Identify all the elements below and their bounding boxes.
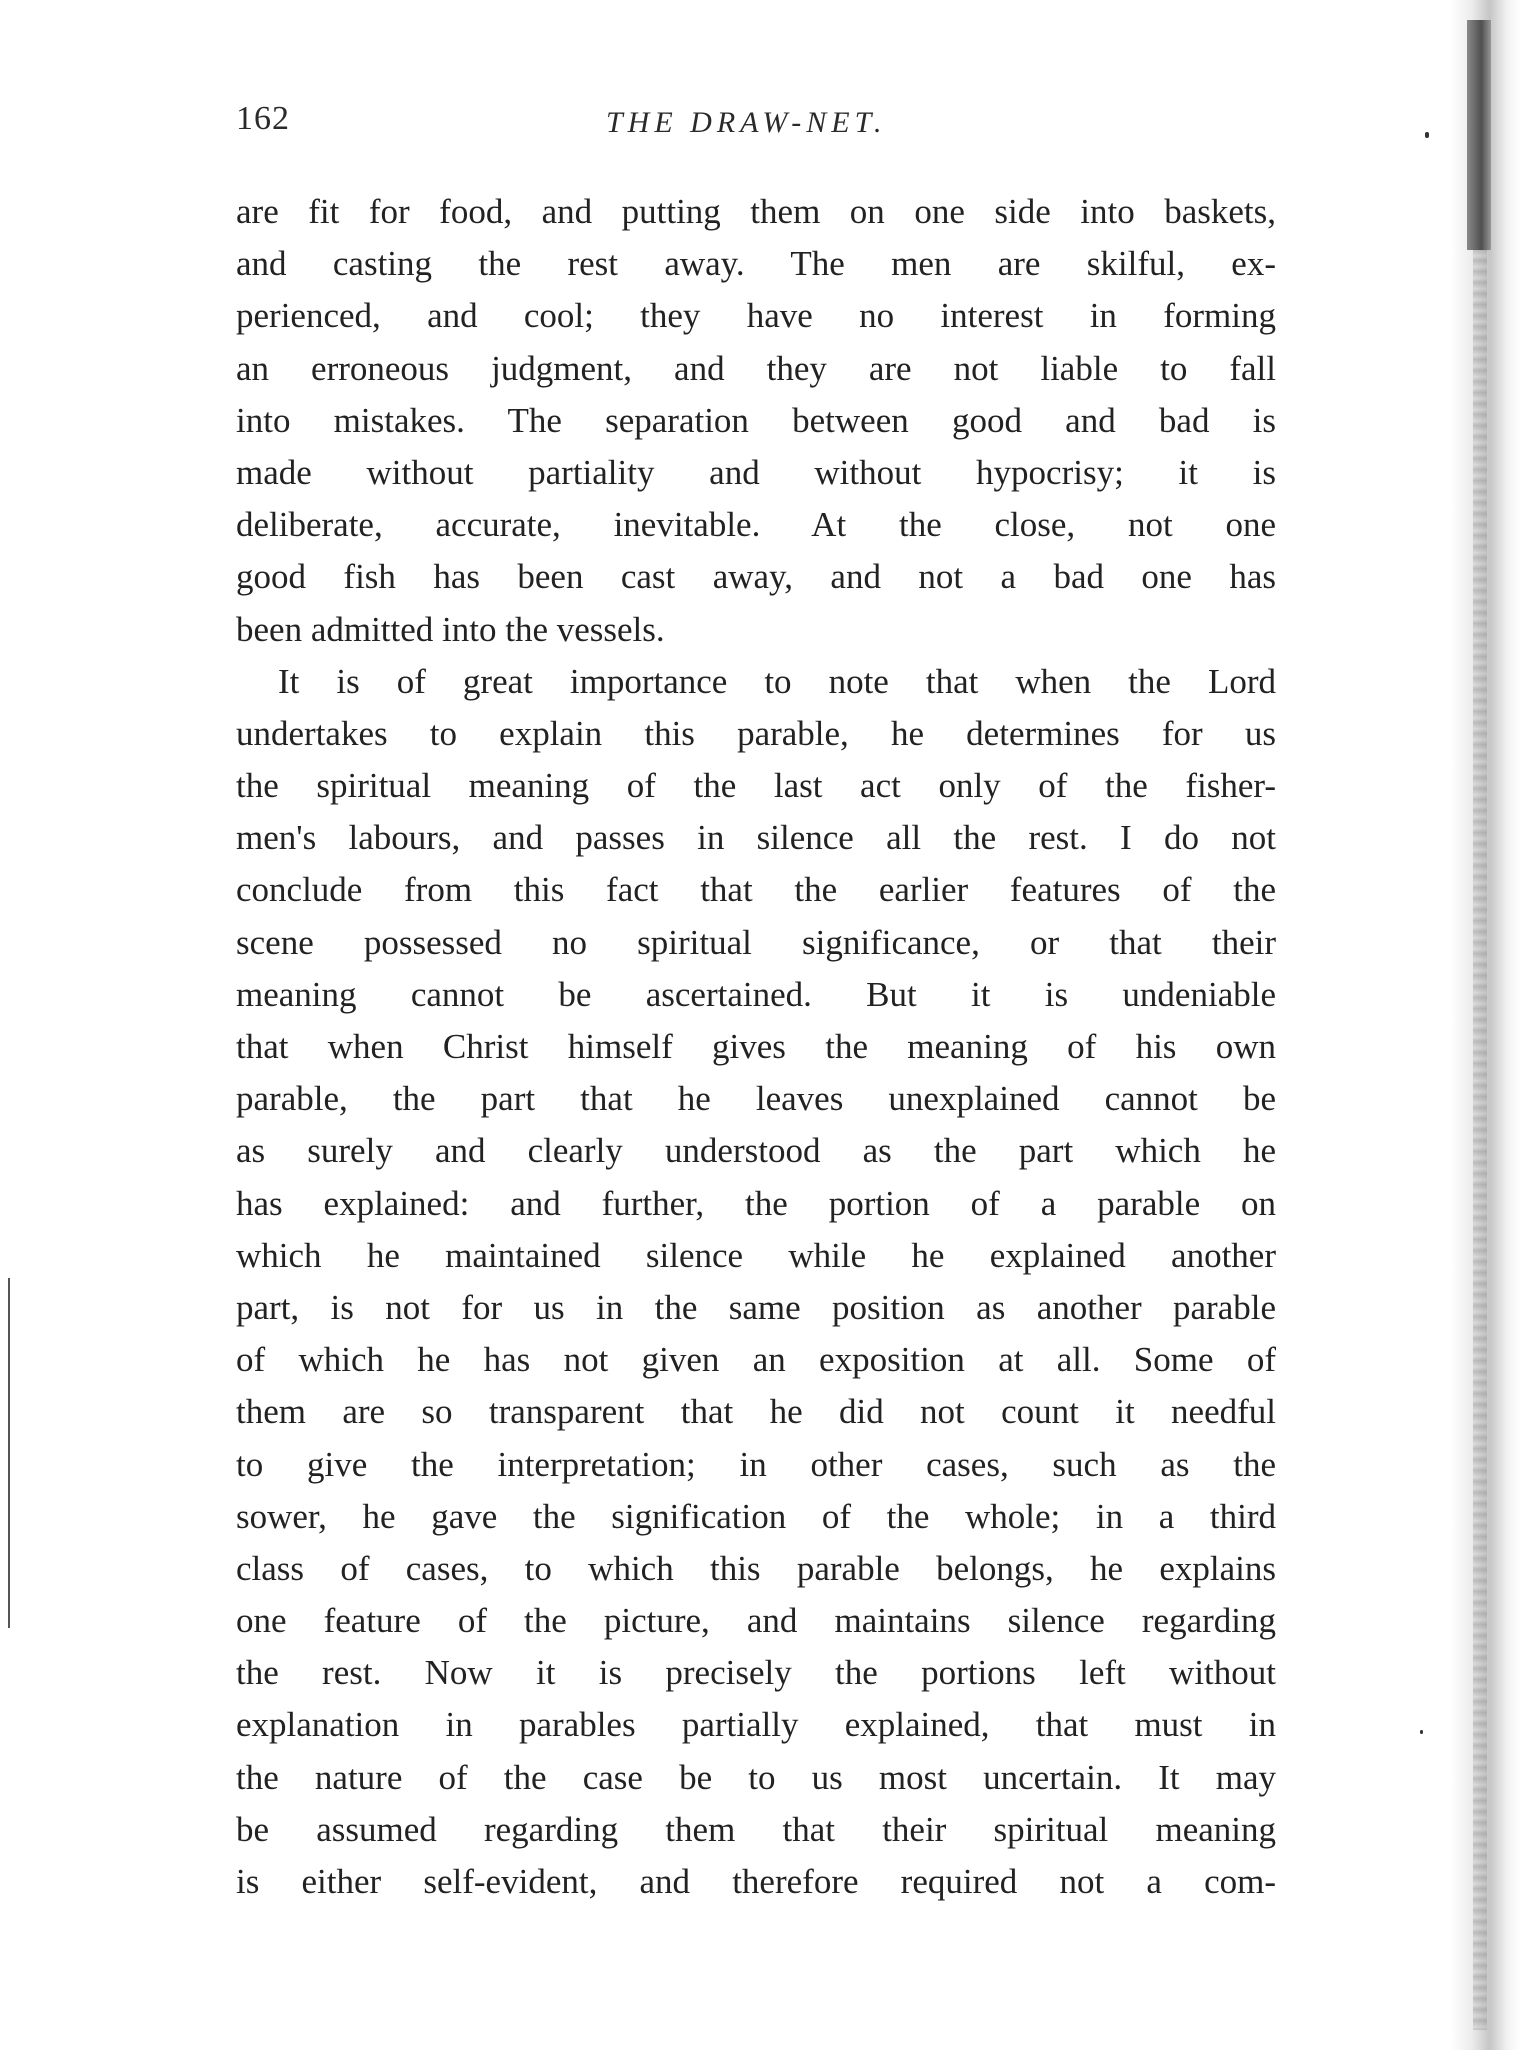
- binding-edge-dark: [1467, 20, 1491, 250]
- text-line: men's labours, and passes in silence all the rest. I do not: [236, 818, 1276, 858]
- text-line: that when Christ himself gives the meaning of his own: [236, 1027, 1276, 1066]
- text-line: them are so transparent that he did not count it needful: [236, 1392, 1276, 1432]
- text-line: conclude from this fact that the earlier features of the: [236, 870, 1276, 910]
- text-line: the spiritual meaning of the last act only of the fisher-: [236, 766, 1276, 806]
- text-line: class of cases, to which this parable belongs, he explains: [236, 1548, 1276, 1588]
- running-head: [236, 100, 1276, 150]
- text-line: into mistakes. The separation between good and bad is: [236, 400, 1276, 440]
- text-line: deliberate, accurate, inevitable. At the close, not one: [236, 505, 1276, 545]
- text-line: one feature of the picture, and maintains silence regarding: [236, 1601, 1276, 1641]
- text-line: as surely and clearly understood as the part which he: [236, 1131, 1276, 1171]
- text-line: parable, the part that he leaves unexplained cannot be: [236, 1079, 1276, 1119]
- paragraph-end-line: been admitted into the vessels.: [236, 609, 665, 649]
- text-line: scene possessed no spiritual significance, or that their: [236, 922, 1276, 962]
- running-title: THE DRAW-NET.: [606, 106, 887, 139]
- scan-margin-line: [8, 1278, 10, 1628]
- text-line: be assumed regarding them that their spiritual meaning: [236, 1809, 1276, 1849]
- body-text: [236, 186, 1276, 1908]
- text-line: an erroneous judgment, and they are not liable to fall: [236, 348, 1276, 388]
- text-line: has explained: and further, the portion of a parable on: [236, 1183, 1276, 1223]
- text-line: sower, he gave the signification of the whole; in a third: [236, 1496, 1276, 1536]
- text-line: made without partiality and without hypocrisy; it is: [236, 452, 1276, 492]
- text-line: the nature of the case be to us most uncertain. It may: [236, 1757, 1276, 1797]
- paragraph-start-line: It is of great importance to note that when the Lord: [278, 661, 1276, 701]
- text-line: to give the interpretation; in other cases, such as the: [236, 1444, 1276, 1484]
- text-line: are fit for food, and putting them on one side into baskets,: [236, 192, 1276, 231]
- text-line: undertakes to explain this parable, he determines for us: [236, 713, 1276, 753]
- text-line: part, is not for us in the same position as another parable: [236, 1287, 1276, 1327]
- binding-edge-streak: [1473, 250, 1487, 2030]
- text-line: of which he has not given an exposition at all. Some of: [236, 1340, 1276, 1380]
- text-line: good fish has been cast away, and not a bad one has: [236, 557, 1276, 597]
- text-line: which he maintained silence while he explained another: [236, 1235, 1276, 1275]
- scan-speck: [1420, 1730, 1423, 1734]
- scan-speck: [1425, 132, 1429, 138]
- text-line: and casting the rest away. The men are skilful, ex-: [236, 244, 1276, 284]
- page-number: 162: [236, 100, 290, 137]
- text-line: perienced, and cool; they have no interest in forming: [236, 296, 1276, 336]
- text-line: explanation in parables partially explained, that must in: [236, 1705, 1276, 1745]
- text-line: meaning cannot be ascertained. But it is undeniable: [236, 974, 1276, 1014]
- text-line: the rest. Now it is precisely the portions left without: [236, 1653, 1276, 1693]
- text-line: is either self-evident, and therefore required not a com-: [236, 1862, 1276, 1901]
